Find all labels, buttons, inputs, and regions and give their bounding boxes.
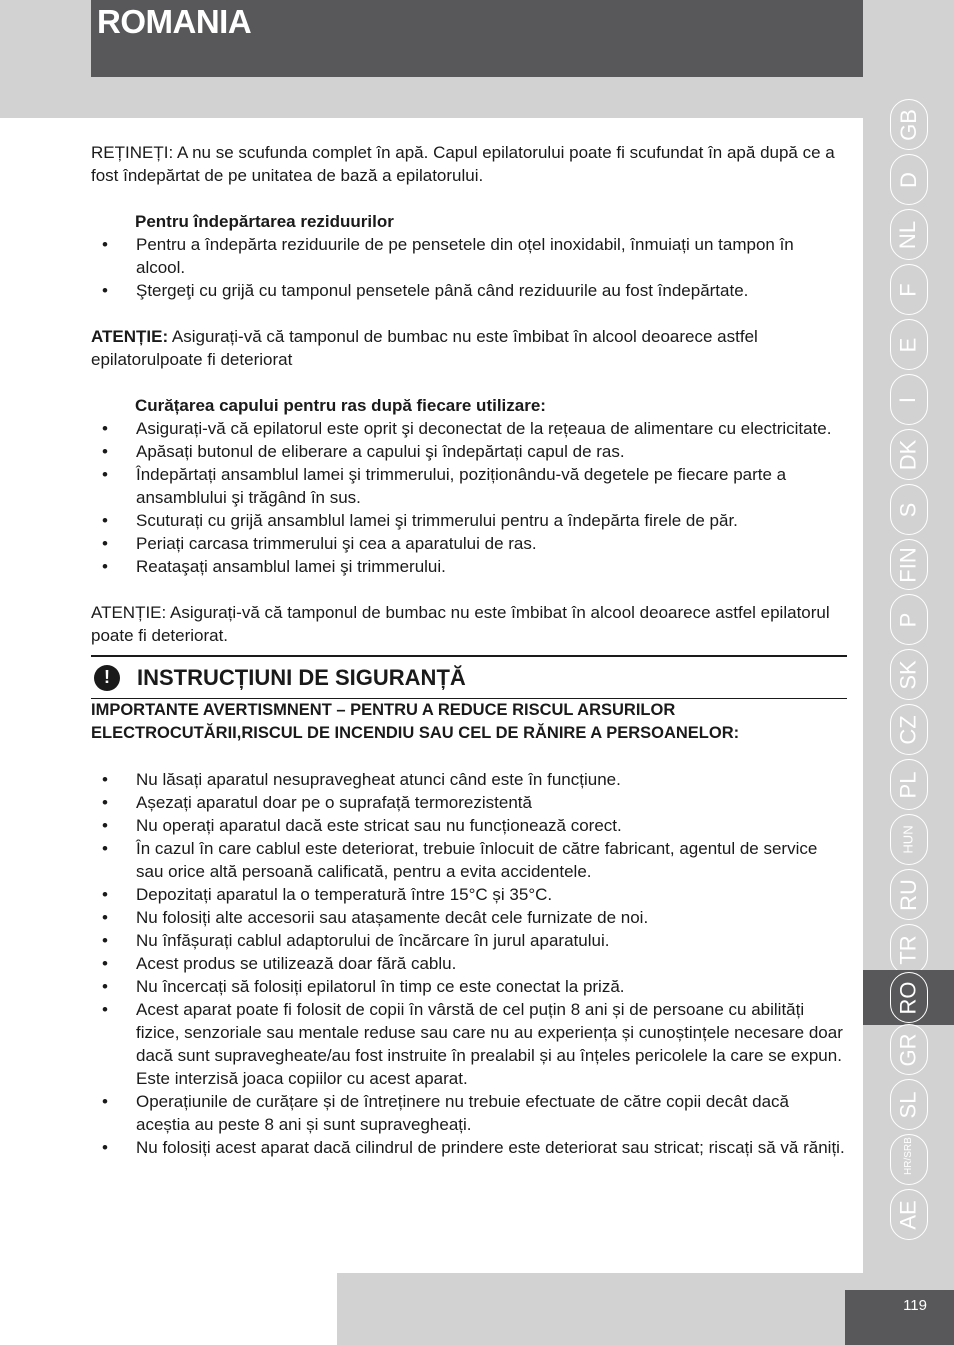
tab-lang-cz[interactable]: CZ xyxy=(863,702,954,757)
safety-title: INSTRUCȚIUNI DE SIGURANȚĂ xyxy=(137,665,466,690)
bullet-dot: • xyxy=(102,1000,108,1019)
safety-section-heading xyxy=(91,655,847,699)
bullet-dot: • xyxy=(102,442,108,461)
header-bar xyxy=(91,0,863,77)
list-item: • Nu lăsați aparatul nesupravegheat atunci când este în funcțiune. xyxy=(102,770,621,789)
bullet-dot: • xyxy=(102,534,108,553)
bullet-dot: • xyxy=(102,931,108,950)
list-item: • Scuturați cu grijă ansamblul lamei şi trimmerului pentru a îndepărta firele de păr. xyxy=(102,511,738,530)
list-item: • Acest produs se utilizează doar fără cablu. xyxy=(102,954,457,973)
bullet-dot: • xyxy=(102,1092,108,1111)
bullet-dot: • xyxy=(102,908,108,927)
bullet-dot: • xyxy=(102,281,108,300)
bullet-dot: • xyxy=(102,954,108,973)
main-content xyxy=(91,141,847,1159)
tab-lang-i[interactable]: I xyxy=(863,372,954,427)
caution-note-2: ATENȚIE: Asigurați-vă că tamponul de bumbac nu este îmbibat în alcool deoarece astfel epilatorul poate fi deteriorat. xyxy=(91,603,830,645)
bullet-dot: • xyxy=(102,235,108,254)
tab-lang-gr[interactable]: GR xyxy=(863,1022,954,1077)
shaver-cleaning-heading: Curățarea capului pentru ras după fiecare utilizare: xyxy=(135,396,546,415)
tab-lang-e[interactable]: E xyxy=(863,317,954,372)
page-title: ROMANIA xyxy=(97,3,252,40)
page-number-box xyxy=(845,1290,954,1345)
list-item: • Nu încercați să folosiți epilatorul în timp ce este conectat la priză. xyxy=(102,977,625,996)
list-item: • Nu înfășurați cablul adaptorului de încărcare în jurul aparatului. xyxy=(102,931,610,950)
bullet-dot: • xyxy=(102,977,108,996)
list-item: • Așezați aparatul doar pe o suprafață termorezistentă xyxy=(102,793,532,812)
tab-lang-gb[interactable]: GB xyxy=(863,97,954,152)
list-item: • Operațiunile de curățare și de întreținere nu trebuie efectuate de către copii decât dacă aceștia au peste 8 ani și sunt supravegheați. xyxy=(102,1092,790,1134)
residue-heading: Pentru îndepărtarea reziduurilor xyxy=(135,212,394,231)
residue-list xyxy=(91,233,847,302)
tab-lang-nl[interactable]: NL xyxy=(863,207,954,262)
bullet-dot: • xyxy=(102,793,108,812)
warning-icon: ! xyxy=(94,665,120,691)
bullet-dot: • xyxy=(102,557,108,576)
list-item: • Îndepărtați ansamblul lamei şi trimmerului, poziționându-vă degetele pe fiecare parte a ansamblului şi trăgând în sus. xyxy=(102,465,787,507)
bullet-dot: • xyxy=(102,839,108,858)
list-item: • Ştergeţi cu grijă cu tamponul pensetele până când reziduurile au fost îndepărtate. xyxy=(102,281,749,300)
tab-lang-s[interactable]: S xyxy=(863,482,954,537)
bullet-dot: • xyxy=(102,885,108,904)
list-item: • Pentru a îndepărta reziduurile de pe pensetele din oțel inoxidabil, înmuiați un tampon în alcool. xyxy=(102,235,794,277)
list-item: • Nu folosiți alte accesorii sau atașamente decât cele furnizate de noi. xyxy=(102,908,649,927)
footer-white-block xyxy=(0,1273,337,1345)
bullet-dot: • xyxy=(102,816,108,835)
tab-lang-fin[interactable]: FIN xyxy=(863,537,954,592)
tab-lang-hun[interactable]: HUN xyxy=(863,812,954,867)
tab-lang-ru[interactable]: RU xyxy=(863,867,954,922)
bullet-dot: • xyxy=(102,770,108,789)
safety-list xyxy=(91,768,847,1159)
caution-note-1: ATENȚIE: Asigurați-vă că tamponul de bumbac nu este îmbibat în alcool deoarece astfel epilatorulpoate fi deteriorat xyxy=(91,327,758,369)
list-item: • Nu folosiți acest aparat dacă cilindrul de prindere este deteriorat sau stricat; riscați să vă răniți. xyxy=(102,1138,845,1157)
tab-lang-f[interactable]: F xyxy=(863,262,954,317)
list-item: • Asigurați-vă că epilatorul este oprit şi deconectat de la rețeaua de alimentare cu electricitate. xyxy=(102,419,832,438)
list-item: • În cazul în care cablul este deteriorat, trebuie înlocuit de către fabricant, agentul de service sau orice altă persoană calificată, pentru a evita accidentele. xyxy=(102,839,818,881)
bullet-dot: • xyxy=(102,511,108,530)
tab-lang-sk[interactable]: SK xyxy=(863,647,954,702)
tab-lang-tr[interactable]: TR xyxy=(863,922,954,977)
tab-lang-p[interactable]: P xyxy=(863,592,954,647)
list-item: • Acest aparat poate fi folosit de copii în vârstă de cel puțin 8 ani și de persoane cu abilități fizice, senzoriale sau mentale reduse sau care nu au experiența și cunoștințele necesare doar dacă sunt supravegheate/au fost instruite în prealabil și au înțeles pericolele la care se expun. Este interzisă joaca copiilor cu acest aparat. xyxy=(102,1000,843,1088)
bullet-dot: • xyxy=(102,1138,108,1157)
list-item: • Nu operați aparatul dacă este stricat sau nu funcționează corect. xyxy=(102,816,622,835)
safety-warning: IMPORTANTE AVERTISMNENT – PENTRU A REDUCE RISCUL ARSURILOR ELECTROCUTĂRII,RISCUL DE INCENDIU SAU CEL DE RĂNIRE A PERSOANELOR: xyxy=(91,701,740,742)
tab-lang-ae[interactable]: AE xyxy=(863,1187,954,1242)
tab-lang-pl[interactable]: PL xyxy=(863,757,954,812)
tab-lang-hr-srb[interactable]: HR/SRB xyxy=(863,1132,954,1187)
list-item: • Apăsați butonul de eliberare a capului şi îndepărtați capul de ras. xyxy=(102,442,625,461)
list-item: • Reataşați ansamblul lamei şi trimmerului. xyxy=(102,557,446,576)
tab-lang-dk[interactable]: DK xyxy=(863,427,954,482)
shaver-cleaning-list xyxy=(91,417,847,578)
bullet-dot: • xyxy=(102,465,108,484)
bullet-dot: • xyxy=(102,419,108,438)
list-item: • Periați carcasa trimmerului şi cea a aparatului de ras. xyxy=(102,534,537,553)
list-item: • Depozitați aparatul la o temperatură între 15°C și 35°C. xyxy=(102,885,553,904)
tab-lang-d[interactable]: D xyxy=(863,152,954,207)
intro-note: REȚINEȚI: A nu se scufunda complet în apă. Capul epilatorului poate fi scufundat în apă după ce a fost îndepărtat de pe unitatea de bază a epilatorului. xyxy=(91,143,835,185)
tab-lang-sl[interactable]: SL xyxy=(863,1077,954,1132)
tab-lang-ro[interactable]: RO xyxy=(863,970,954,1025)
page-number: 119 xyxy=(903,1297,927,1314)
